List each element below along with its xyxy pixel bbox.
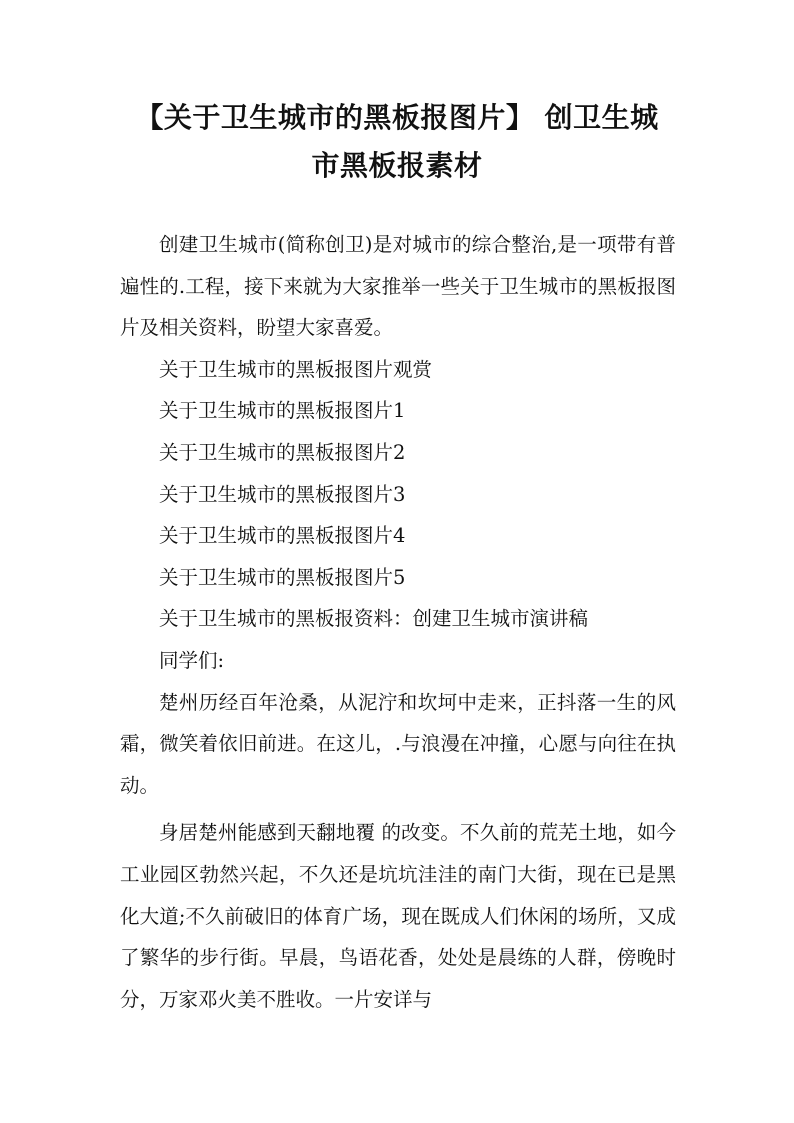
list-item: 关于卫生城市的黑板报图片4 xyxy=(159,524,406,548)
list-item: 关于卫生城市的黑板报图片2 xyxy=(159,440,406,464)
list-item: 关于卫生城市的黑板报图片观赏 xyxy=(159,357,433,381)
list-item: 关于卫生城市的黑板报图片3 xyxy=(159,482,406,506)
list-item: 关于卫生城市的黑板报图片5 xyxy=(159,565,406,589)
document-title xyxy=(110,94,684,190)
body-paragraph: 身居楚州能感到天翻地覆 的改变。不久前的荒芜土地，如今工业园区勃然兴起，不久还是坑坑洼洼的南门大街，现在已是黑化大道;不久前破旧的体育广场，现在既成人们休闲的场所，又成了繁华的步行街。早晨，鸟语花香，处处是晨练的人群，傍晚时分，万家邓火美不胜收。一片安详与 xyxy=(120,821,676,1011)
body-paragraph: 楚州历经百年沧桑，从泥泞和坎坷中走来，正抖落一生的风霜，微笑着依旧前进。在这儿，.与浪漫在冲撞，心愿与向往在执动。 xyxy=(120,690,676,797)
list-item: 关于卫生城市的黑板报资料：创建卫生城市演讲稿 xyxy=(159,607,589,631)
greeting: 同学们: xyxy=(159,648,225,672)
title-line-1: 【关于卫生城市的黑板报图片】 创卫生城 xyxy=(135,101,659,134)
document-body xyxy=(120,224,676,1020)
intro-paragraph: 创建卫生城市(简称创卫)是对城市的综合整治,是一项带有普遍性的.工程，接下来就为大家推举一些关于卫生城市的黑板报图片及相关资料，盼望大家喜爱。 xyxy=(120,233,676,340)
title-line-2: 市黑板报素材 xyxy=(311,149,483,182)
list-item: 关于卫生城市的黑板报图片1 xyxy=(159,399,406,423)
